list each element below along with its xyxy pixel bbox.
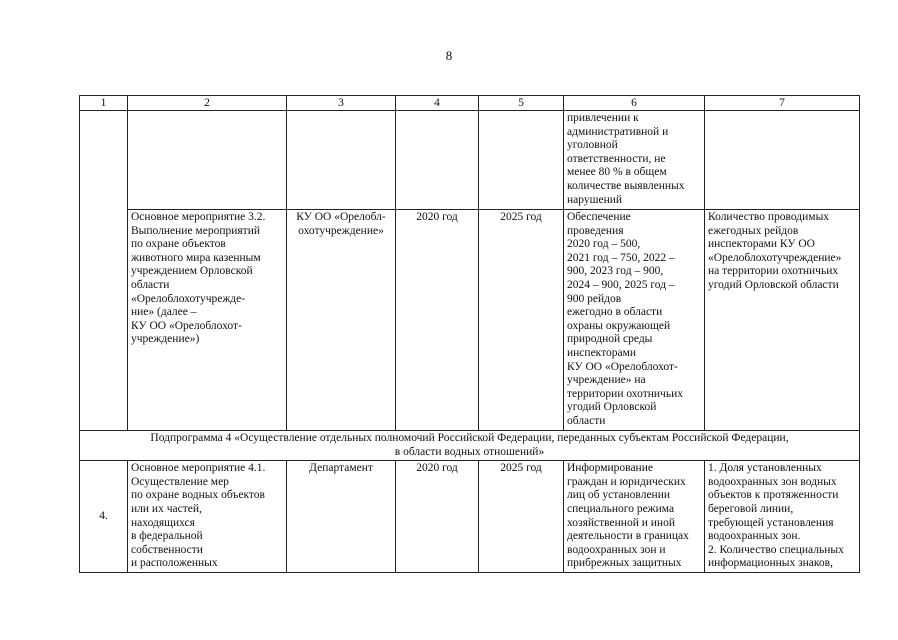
table-row: [80, 210, 860, 431]
executor-cell: КУ ОО «Орелобл- охотучреждение»: [287, 210, 396, 431]
header-cell: 2: [128, 96, 287, 111]
activity-cell: [128, 111, 287, 210]
row-number-cell: 4.: [80, 461, 128, 573]
activity-cell: Основное мероприятие 3.2. Выполнение мероприятий по охране объектов животного мира казенным учреждением Орловской области «Орелоблохотучрежде- ние» (далее – КУ ОО «Орелоблохот- учреждение»): [128, 210, 287, 431]
header-cell: 7: [705, 96, 860, 111]
result-cell: привлечении к административной и уголовной ответственности, не менее 80 % в общем количестве выявленных нарушений: [564, 111, 705, 210]
header-cell: 5: [479, 96, 564, 111]
start-cell: 2020 год: [396, 461, 479, 573]
result-cell: Обеспечение проведения 2020 год – 500, 2021 год – 750, 2022 – 900, 2023 год – 900, 2024 – 900, 2025 год – 900 рейдов ежегодно в области охраны окружающей природной среды инспекторами КУ ОО «Орелоблохот- учреждение» на территории охотничьих угодий Орловской области: [564, 210, 705, 431]
indicator-cell: 1. Доля установленных водоохранных зон водных объектов к протяженности береговой линии, требующей установления водоохранных зон. 2. Количество специальных информационных знаков,: [705, 461, 860, 573]
subprogram-title: [80, 431, 860, 461]
subprogram-line-2: в области водных отношений»: [394, 445, 545, 458]
header-cell: 6: [564, 96, 705, 111]
page-number: 8: [445, 48, 453, 63]
activities-table: [79, 95, 860, 573]
header-cell: 4: [396, 96, 479, 111]
end-cell: 2025 год: [479, 210, 564, 431]
activity-cell: Основное мероприятие 4.1. Осуществление мер по охране водных объектов или их частей, находящихся в федеральной собственности и расположенных: [128, 461, 287, 573]
table-row: [80, 461, 860, 573]
subprogram-row: [80, 431, 860, 461]
end-cell: 2025 год: [479, 461, 564, 573]
table-row: [80, 111, 860, 210]
header-cell: 3: [287, 96, 396, 111]
executor-cell: [287, 111, 396, 210]
indicator-cell: Количество проводимых ежегодных рейдов инспекторами КУ ОО «Орелоблохотучреждение» на территории охотничьих угодий Орловской области: [705, 210, 860, 431]
header-cell: 1: [80, 96, 128, 111]
end-cell: [479, 111, 564, 210]
result-cell: Информирование граждан и юридических лиц об установлении специального режима хозяйственной и иной деятельности в границах водоохранных зон и прибрежных защитных: [564, 461, 705, 573]
start-cell: [396, 111, 479, 210]
indicator-cell: [705, 111, 860, 210]
executor-cell: Департамент: [287, 461, 396, 573]
start-cell: 2020 год: [396, 210, 479, 431]
row-number-cell: [80, 111, 128, 431]
table-header-row: [80, 96, 860, 111]
subprogram-line-1: Подпрограмма 4 «Осуществление отдельных полномочий Российской Федерации, переданных субъектам Российской Федерации,: [150, 432, 789, 444]
